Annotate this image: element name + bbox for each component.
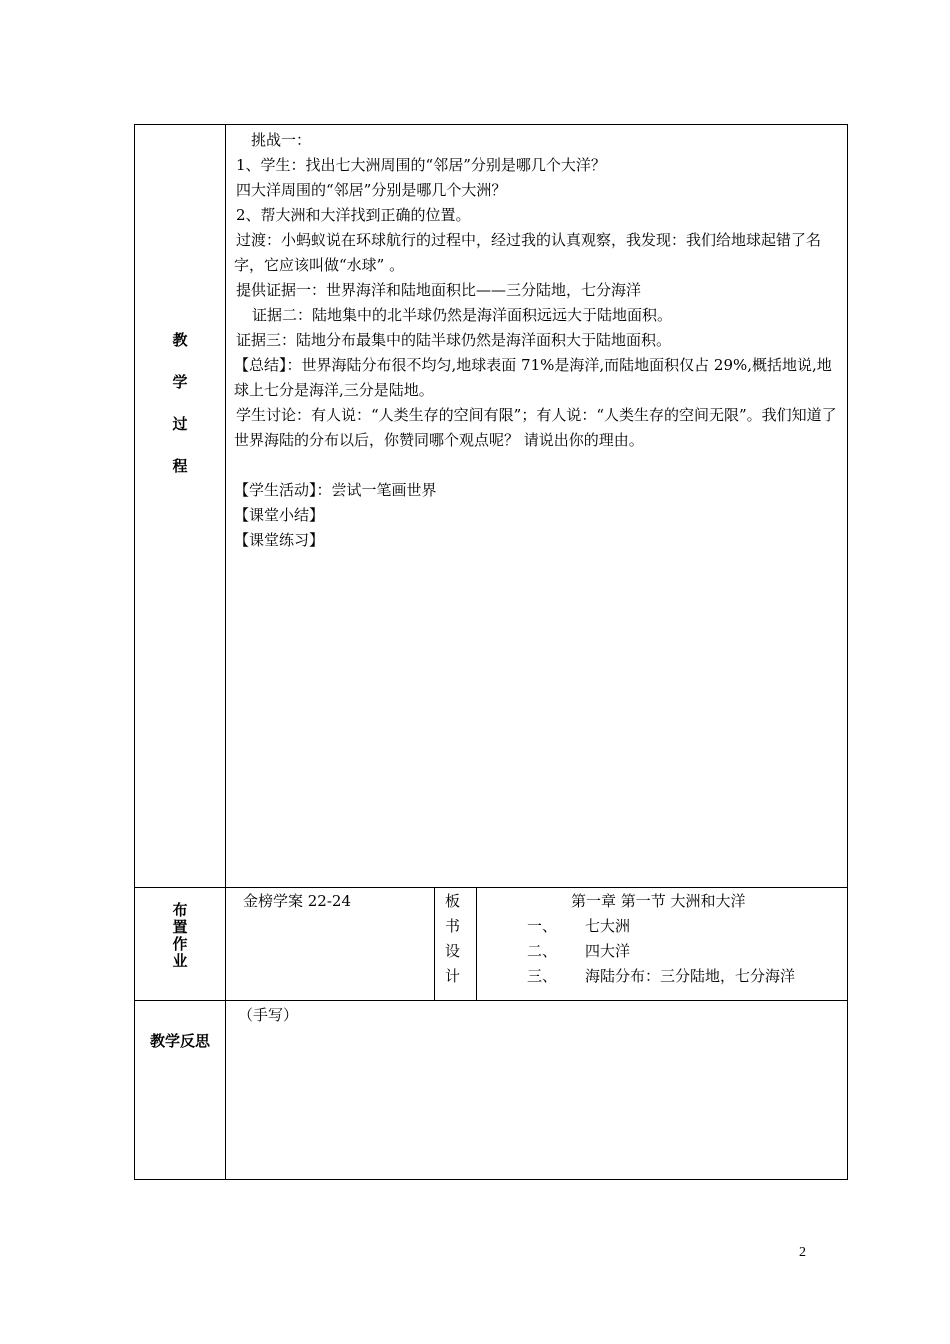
process-line: 证据三：陆地分布最集中的陆半球仍然是海洋面积大于陆地面积。 [236, 331, 672, 349]
homework-content: 金榜学案 22-24 [226, 888, 435, 1001]
label-char: 业 [172, 952, 188, 970]
process-blank-line [234, 453, 839, 478]
homework-row [135, 888, 848, 1001]
lesson-plan-table [134, 124, 848, 1180]
board-item-number: 三、 [527, 967, 558, 985]
label-char: 教 [172, 331, 188, 349]
reflection-content: （手写） [226, 1001, 848, 1180]
board-item-number: 二、 [527, 942, 558, 960]
label-char: 设 [445, 942, 461, 960]
board-design-label [435, 888, 477, 1001]
process-line: 过渡：小蚂蚁说在环球航行的过程中，经过我的认真观察，我发现：我们给地球起错了名字，它应该叫做“水球” 。 [234, 231, 822, 274]
label-char: 计 [445, 967, 461, 985]
label-char: 书 [445, 917, 461, 935]
label-char: 布 [172, 901, 188, 919]
process-line: 四大洋周围的“邻居”分别是哪几个大洲？ [236, 181, 507, 199]
board-design-content [477, 888, 848, 1001]
label-char: 作 [172, 935, 188, 953]
label-char: 过 [172, 415, 188, 433]
process-line: 学生讨论：有人说：“人类生存的空间有限”；有人说：“人类生存的空间无限”。我们知道了世界海陆的分布以后，你赞同哪个观点呢？ 请说出你的理由。 [234, 406, 837, 449]
process-line: 【课堂小结】 [234, 506, 325, 524]
process-line: 1、学生：找出七大洲周围的“邻居”分别是哪几个大洋？ [236, 156, 606, 174]
process-line: 2、帮大洲和大洋找到正确的位置。 [236, 206, 471, 224]
reflection-row [135, 1001, 848, 1180]
board-title: 第一章 第一节 大洲和大洋 [571, 892, 746, 910]
board-item [477, 939, 847, 964]
label-char: 板 [445, 892, 461, 910]
board-item-text: 七大洲 [585, 917, 631, 935]
process-line: 【总结】：世界海陆分布很不均匀,地球表面 71%是海洋,而陆地面积仅占 29%,概括地说,地球上七分是海洋,三分是陆地。 [234, 356, 832, 399]
teaching-process-row [135, 125, 848, 888]
process-line: 证据二：陆地集中的北半球仍然是海洋面积远远大于陆地面积。 [252, 306, 673, 324]
process-line: 挑战一： [251, 131, 312, 149]
board-item [477, 914, 847, 939]
board-item [477, 964, 847, 989]
label-char: 置 [172, 918, 188, 936]
process-line: 【学生活动】：尝试一笔画世界 [234, 481, 437, 499]
teaching-process-label [135, 125, 226, 888]
page-number: 2 [799, 1245, 806, 1260]
homework-label [135, 888, 226, 1001]
label-char: 学 [172, 373, 188, 391]
board-item-number: 一、 [527, 917, 558, 935]
board-item-text: 海陆分布：三分陆地，七分海洋 [585, 967, 796, 985]
label-char: 程 [172, 457, 188, 475]
reflection-label: 教学反思 [135, 1001, 226, 1180]
board-item-text: 四大洋 [585, 942, 631, 960]
process-line: 提供证据一：世界海洋和陆地面积比——三分陆地，七分海洋 [236, 281, 642, 299]
teaching-process-content [226, 125, 848, 888]
process-line: 【课堂练习】 [234, 531, 325, 549]
